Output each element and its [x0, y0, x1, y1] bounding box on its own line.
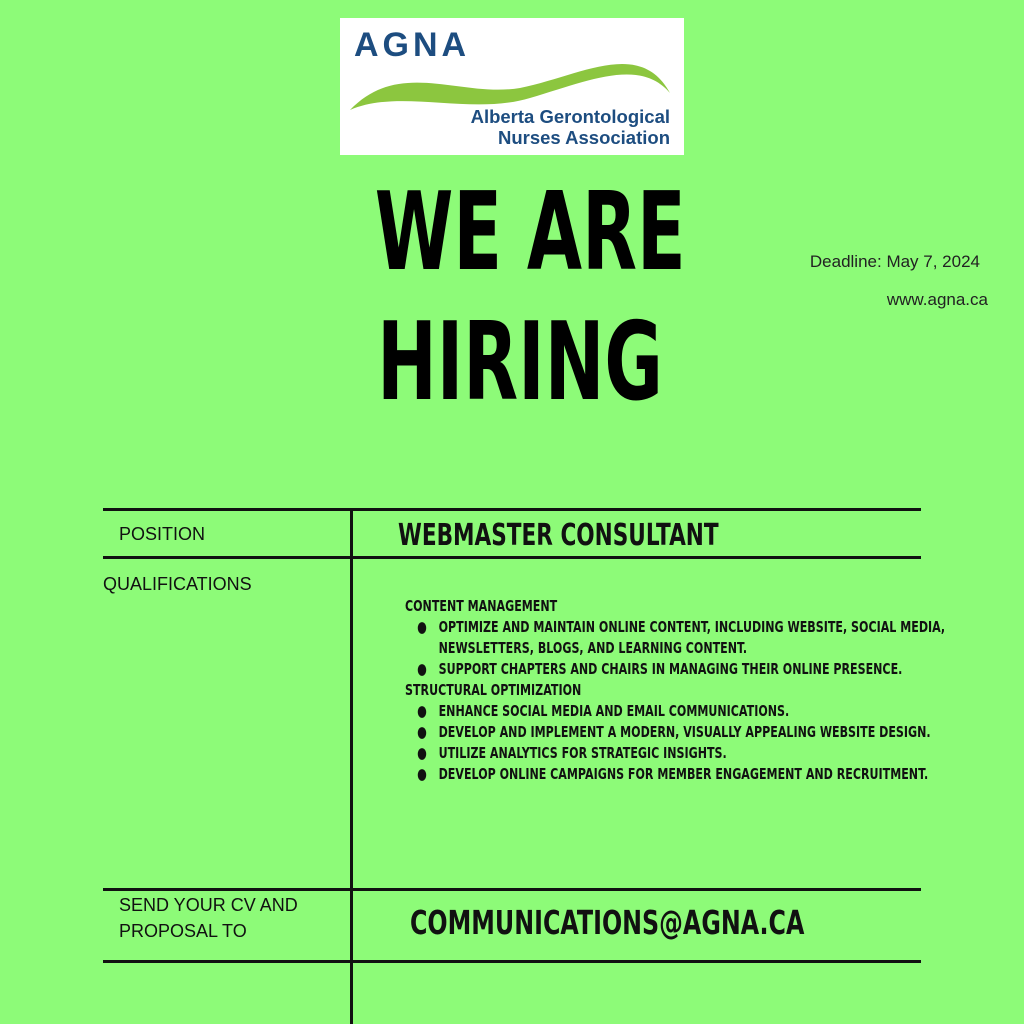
bullet-icon: ● [417, 660, 427, 678]
send-label-line-1: SEND YOUR CV AND [119, 895, 298, 915]
list-item: ● OPTIMIZE AND MAINTAIN ONLINE CONTENT, INCLUDING WEBSITE, SOCIAL MEDIA, NEWSLETTERS, BLOGS, AND LEARNING CONTENT. [417, 618, 946, 657]
table-divider [350, 510, 353, 1024]
table-rule-position [103, 556, 921, 559]
website-link[interactable]: www.agna.ca [886, 290, 988, 309]
list-item: ● DEVELOP AND IMPLEMENT A MODERN, VISUALLY APPEALING WEBSITE DESIGN. [417, 723, 931, 741]
section-heading-structural-optimization: STRUCTURAL OPTIMIZATION [405, 681, 582, 699]
bullet-icon: ● [417, 744, 427, 762]
headline-line-1: WE ARE [374, 170, 686, 295]
headline [374, 168, 686, 428]
qualifications-list [405, 596, 977, 785]
qualifications-label: QUALIFICATIONS [103, 574, 252, 594]
send-label [119, 892, 298, 944]
bullet-icon: ● [417, 765, 427, 783]
section-heading-content-management: CONTENT MANAGEMENT [405, 597, 558, 615]
agna-logo [340, 18, 684, 155]
send-label-line-2: PROPOSAL TO [119, 921, 247, 941]
table-rule-qualifications [103, 888, 921, 891]
position-label: POSITION [119, 524, 206, 544]
structural-optimization-list [405, 701, 977, 785]
list-item: ● SUPPORT CHAPTERS AND CHAIRS IN MANAGING THEIR ONLINE PRESENCE. [417, 660, 903, 678]
logo-organization-name [471, 106, 670, 148]
content-management-list [405, 617, 977, 680]
list-item: ● DEVELOP ONLINE CAMPAIGNS FOR MEMBER ENGAGEMENT AND RECRUITMENT. [417, 765, 929, 783]
bullet-icon: ● [417, 723, 427, 741]
logo-acronym: AGNA [354, 26, 471, 64]
logo-name-line-2: Nurses Association [497, 127, 670, 148]
logo-name-line-1: Alberta Gerontological [470, 106, 670, 127]
contact-email-link[interactable]: COMMUNICATIONS@AGNA.CA [410, 903, 805, 942]
position-value: WEBMASTER CONSULTANT [398, 518, 719, 553]
headline-line-2: HIRING [377, 300, 663, 425]
table-rule-bottom [103, 960, 921, 963]
bullet-icon: ● [417, 618, 427, 636]
list-item: ● ENHANCE SOCIAL MEDIA AND EMAIL COMMUNICATIONS. [417, 702, 790, 720]
list-item: ● UTILIZE ANALYTICS FOR STRATEGIC INSIGHTS. [417, 744, 727, 762]
table-rule-top [103, 508, 921, 511]
deadline-text: Deadline: May 7, 2024 [809, 252, 980, 271]
bullet-icon: ● [417, 702, 427, 720]
